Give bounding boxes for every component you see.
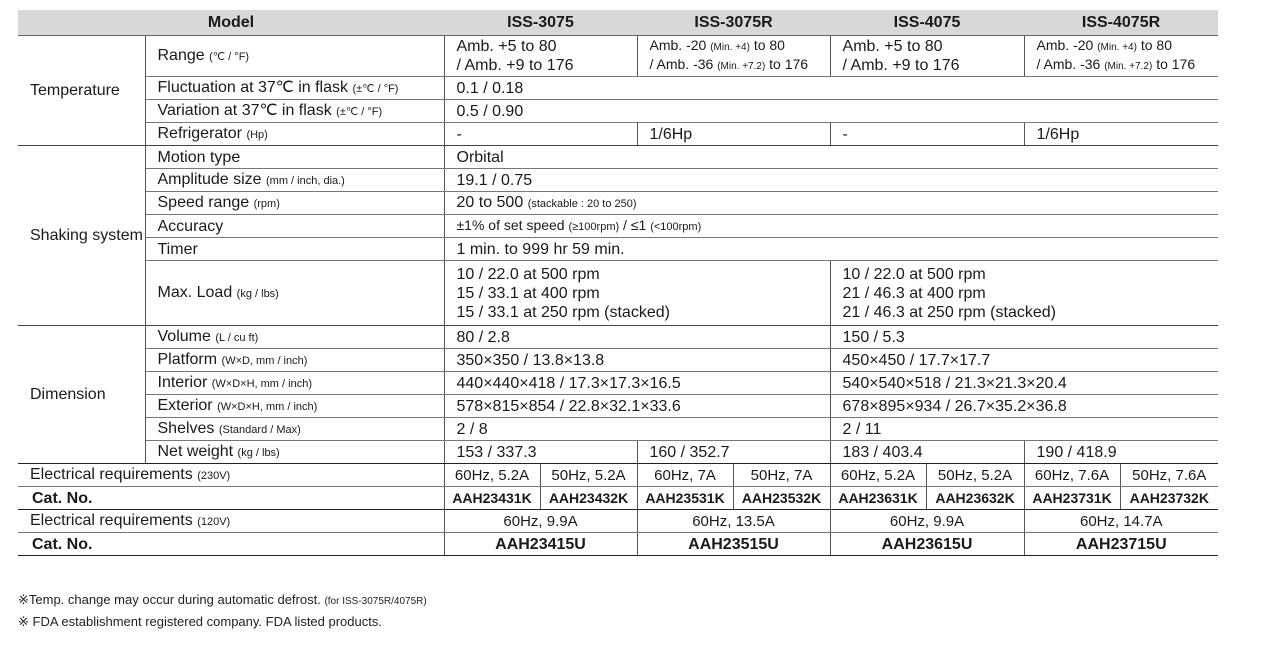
model-iss-3075: ISS-3075 — [444, 10, 637, 36]
cat-230-number: AAH23631K — [830, 487, 926, 510]
cat-230-number: AAH23632K — [926, 487, 1024, 510]
range-iss-4075: Amb. +5 to 80 / Amb. +9 to 176 — [830, 36, 1024, 77]
elec-230-value: 50Hz, 7.6A — [1120, 464, 1218, 487]
cat-120-number: AAH23415U — [444, 533, 637, 556]
row-volume — [18, 326, 1218, 349]
cat-120-number: AAH23715U — [1024, 533, 1218, 556]
row-fluctuation — [18, 77, 1218, 100]
range-iss-3075r: Amb. -20 (Min. +4) to 80 / Amb. -36 (Min. +7.2) to 176 — [637, 36, 830, 77]
cat-230-number: AAH23431K — [444, 487, 540, 510]
row-elec-230 — [18, 464, 1218, 487]
label-volume: Volume (L / cu ft) — [145, 326, 444, 349]
model-header: Model — [18, 10, 444, 36]
label-speed: Speed range (rpm) — [145, 192, 444, 215]
label-shelves: Shelves (Standard / Max) — [145, 418, 444, 441]
interior-4075: 540×540×518 / 21.3×21.3×20.4 — [830, 372, 1218, 395]
shelves-3075: 2 / 8 — [444, 418, 830, 441]
platform-4075: 450×450 / 17.7×17.7 — [830, 349, 1218, 372]
label-platform: Platform (W×D, mm / inch) — [145, 349, 444, 372]
elec-120-value: 60Hz, 9.9A — [830, 510, 1024, 533]
label-cat-230: Cat. No. — [18, 487, 444, 510]
refrigerator-iss-3075r: 1/6Hp — [637, 123, 830, 146]
section-shaking: Shaking system — [18, 146, 145, 326]
row-cat-230 — [18, 487, 1218, 510]
row-amplitude — [18, 169, 1218, 192]
row-exterior — [18, 395, 1218, 418]
row-speed — [18, 192, 1218, 215]
label-maxload: Max. Load (kg / lbs) — [145, 261, 444, 326]
weight-iss-3075r: 160 / 352.7 — [637, 441, 830, 464]
cat-230-number: AAH23732K — [1120, 487, 1218, 510]
label-exterior: Exterior (W×D×H, mm / inch) — [145, 395, 444, 418]
value-speed: 20 to 500 (stackable : 20 to 250) — [444, 192, 1218, 215]
elec-230-value: 50Hz, 7A — [733, 464, 830, 487]
elec-230-value: 50Hz, 5.2A — [540, 464, 637, 487]
label-motion: Motion type — [145, 146, 444, 169]
model-iss-4075r: ISS-4075R — [1024, 10, 1218, 36]
interior-3075: 440×440×418 / 17.3×17.3×16.5 — [444, 372, 830, 395]
label-elec-120: Electrical requirements (120V) — [18, 510, 444, 533]
row-interior — [18, 372, 1218, 395]
exterior-4075: 678×895×934 / 26.7×35.2×36.8 — [830, 395, 1218, 418]
label-variation: Variation at 37℃ in flask (±℃ / °F) — [145, 100, 444, 123]
range-iss-4075r: Amb. -20 (Min. +4) to 80 / Amb. -36 (Min. +7.2) to 176 — [1024, 36, 1218, 77]
refrigerator-iss-4075r: 1/6Hp — [1024, 123, 1218, 146]
cat-230-number: AAH23532K — [733, 487, 830, 510]
label-accuracy: Accuracy — [145, 215, 444, 238]
value-timer: 1 min. to 999 hr 59 min. — [444, 238, 1218, 261]
model-iss-4075: ISS-4075 — [830, 10, 1024, 36]
volume-3075: 80 / 2.8 — [444, 326, 830, 349]
label-interior: Interior (W×D×H, mm / inch) — [145, 372, 444, 395]
elec-230-value: 60Hz, 5.2A — [444, 464, 540, 487]
cat-120-number: AAH23615U — [830, 533, 1024, 556]
elec-230-value: 60Hz, 5.2A — [830, 464, 926, 487]
volume-4075: 150 / 5.3 — [830, 326, 1218, 349]
value-amplitude: 19.1 / 0.75 — [444, 169, 1218, 192]
maxload-3075: 10 / 22.0 at 500 rpm 15 / 33.1 at 400 rpm 15 / 33.1 at 250 rpm (stacked) — [444, 261, 830, 326]
label-amplitude: Amplitude size (mm / inch, dia.) — [145, 169, 444, 192]
weight-iss-3075: 153 / 337.3 — [444, 441, 637, 464]
section-dimension: Dimension — [18, 326, 145, 464]
shelves-4075: 2 / 11 — [830, 418, 1218, 441]
value-accuracy: ±1% of set speed (≥100rpm) / ≤1 (<100rpm) — [444, 215, 1218, 238]
elec-230-value: 50Hz, 5.2A — [926, 464, 1024, 487]
label-fluctuation: Fluctuation at 37℃ in flask (±℃ / °F) — [145, 77, 444, 100]
label-weight: Net weight (kg / lbs) — [145, 441, 444, 464]
row-timer — [18, 238, 1218, 261]
cat-230-number: AAH23531K — [637, 487, 733, 510]
label-cat-120: Cat. No. — [18, 533, 444, 556]
value-fluctuation: 0.1 / 0.18 — [444, 77, 1218, 100]
range-iss-3075: Amb. +5 to 80 / Amb. +9 to 176 — [444, 36, 637, 77]
row-range — [18, 36, 1218, 77]
label-refrigerator: Refrigerator (Hp) — [145, 123, 444, 146]
row-refrigerator — [18, 123, 1218, 146]
model-iss-3075r: ISS-3075R — [637, 10, 830, 36]
platform-3075: 350×350 / 13.8×13.8 — [444, 349, 830, 372]
row-motion — [18, 146, 1218, 169]
weight-iss-4075: 183 / 403.4 — [830, 441, 1024, 464]
label-elec-230: Electrical requirements (230V) — [18, 464, 444, 487]
elec-120-value: 60Hz, 14.7A — [1024, 510, 1218, 533]
elec-120-value: 60Hz, 13.5A — [637, 510, 830, 533]
row-platform — [18, 349, 1218, 372]
cat-120-number: AAH23515U — [637, 533, 830, 556]
value-motion: Orbital — [444, 146, 1218, 169]
row-variation — [18, 100, 1218, 123]
row-cat-120 — [18, 533, 1218, 556]
value-variation: 0.5 / 0.90 — [444, 100, 1218, 123]
label-timer: Timer — [145, 238, 444, 261]
footnote-fda: ※ FDA establishment registered company. FDA listed products. — [18, 614, 382, 629]
elec-230-value: 60Hz, 7A — [637, 464, 733, 487]
header-row — [18, 10, 1218, 36]
cat-230-number: AAH23731K — [1024, 487, 1120, 510]
refrigerator-iss-3075: - — [444, 123, 637, 146]
row-elec-120 — [18, 510, 1218, 533]
section-temperature: Temperature — [18, 36, 145, 146]
row-shelves — [18, 418, 1218, 441]
exterior-3075: 578×815×854 / 22.8×32.1×33.6 — [444, 395, 830, 418]
weight-iss-4075r: 190 / 418.9 — [1024, 441, 1218, 464]
elec-120-value: 60Hz, 9.9A — [444, 510, 637, 533]
spec-table — [18, 10, 1218, 556]
elec-230-value: 60Hz, 7.6A — [1024, 464, 1120, 487]
maxload-4075: 10 / 22.0 at 500 rpm 21 / 46.3 at 400 rpm 21 / 46.3 at 250 rpm (stacked) — [830, 261, 1218, 326]
label-range: Range (℃ / °F) — [145, 36, 444, 77]
row-maxload — [18, 261, 1218, 326]
footnote-defrost: ※Temp. change may occur during automatic defrost. (for ISS-3075R/4075R) — [18, 592, 427, 607]
row-accuracy — [18, 215, 1218, 238]
cat-230-number: AAH23432K — [540, 487, 637, 510]
refrigerator-iss-4075: - — [830, 123, 1024, 146]
footnotes — [18, 590, 427, 632]
row-weight — [18, 441, 1218, 464]
